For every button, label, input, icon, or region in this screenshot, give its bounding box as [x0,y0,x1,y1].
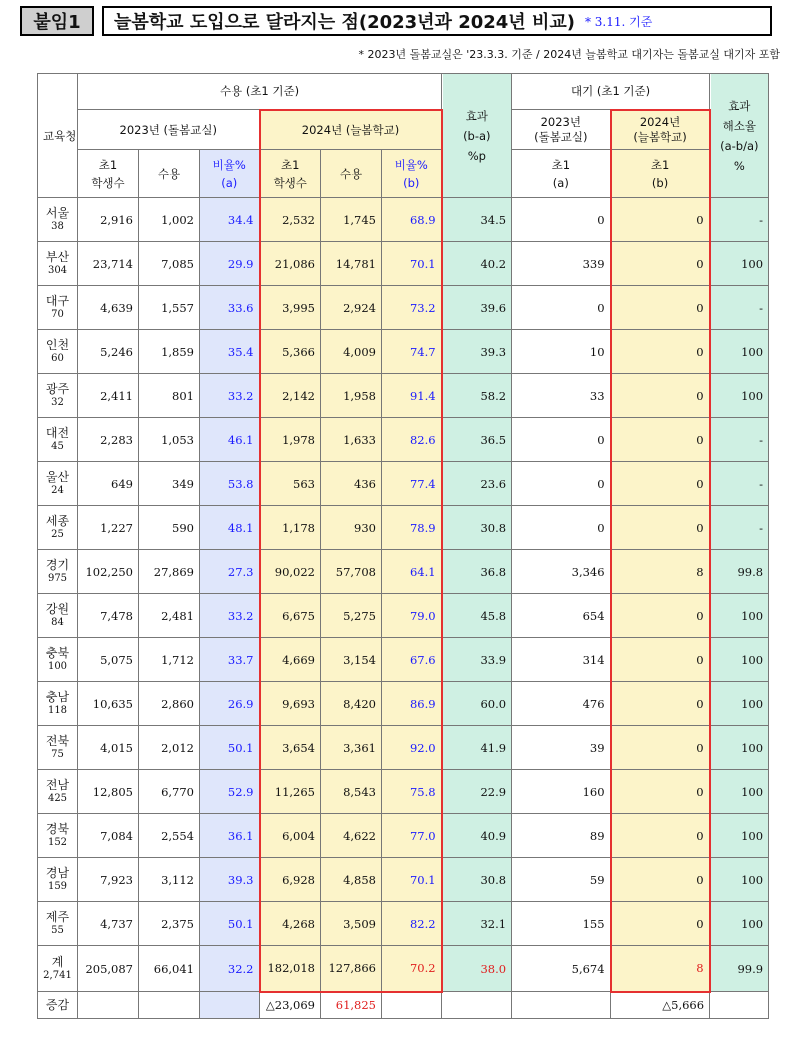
effect-pp: 34.5 [442,198,512,242]
effect-pp: 22.9 [442,770,512,814]
ratio-2024: 78.9 [382,506,442,550]
table-row [38,902,769,946]
students-2024: 9,693 [260,682,321,726]
region-cell [38,682,78,726]
wait-2024: 0 [611,770,710,814]
ratio-2023: 33.2 [200,374,260,418]
students-2024: 6,928 [260,858,321,902]
students-2023: 1,227 [78,506,139,550]
table-row [38,462,769,506]
wait-2024: 0 [611,418,710,462]
table-row [38,286,769,330]
students-2024: 563 [260,462,321,506]
students-2024: 1,978 [260,418,321,462]
students-2023-header: 초1 학생수 [78,150,139,198]
ratio-2023: 35.4 [200,330,260,374]
region-name: 충남 [45,689,70,704]
table-row [38,682,769,726]
resolve-rate: - [710,506,769,550]
region-cell [38,638,78,682]
wait-2024: 0 [611,682,710,726]
students-2024-header: 초1 학생수 [260,150,321,198]
effect-pp: 60.0 [442,682,512,726]
wait-2024: 0 [611,594,710,638]
ratio-2023: 26.9 [200,682,260,726]
resolve-rate: 100 [710,682,769,726]
region-name: 계 [51,954,64,969]
wait-2023: 10 [512,330,611,374]
wait-2024: 0 [611,286,710,330]
accepted-2023: 2,012 [139,726,200,770]
school-count: 45 [51,440,64,452]
ratio-2023: 29.9 [200,242,260,286]
wait-2023: 3,346 [512,550,611,594]
resolve-rate: - [710,198,769,242]
region-name: 경남 [45,865,70,880]
accepted-2024: 1,633 [321,418,382,462]
effect-header: 효과 (b-a) %p [442,74,512,198]
accepted-2024: 4,858 [321,858,382,902]
change-wait-2024: △5,666 [611,992,710,1019]
region-cell [38,770,78,814]
students-2023: 10,635 [78,682,139,726]
resolve-rate: - [710,286,769,330]
students-2023: 7,478 [78,594,139,638]
accepted-2023: 27,869 [139,550,200,594]
region-cell [38,726,78,770]
students-2024: 11,265 [260,770,321,814]
school-count: 975 [47,572,68,584]
y2024-header: 2024년 (늘봄학교) [260,110,442,150]
school-count: 60 [51,352,64,364]
wait-2024: 8 [611,550,710,594]
effect-pp: 40.9 [442,814,512,858]
ratio-2024: 82.6 [382,418,442,462]
ratio-2023: 50.1 [200,902,260,946]
students-2024: 21,086 [260,242,321,286]
region-name: 대전 [45,425,70,440]
students-2023: 2,411 [78,374,139,418]
accepted-2024: 930 [321,506,382,550]
region-cell [38,242,78,286]
effect-pp: 40.2 [442,242,512,286]
ratio-2023: 33.2 [200,594,260,638]
effect-pp: 41.9 [442,726,512,770]
region-cell [38,198,78,242]
region-name: 경북 [45,821,70,836]
wait-2023: 476 [512,682,611,726]
wait-2024: 0 [611,902,710,946]
region-cell [38,330,78,374]
students-2023: 12,805 [78,770,139,814]
change-row [38,992,769,1019]
table-row [38,814,769,858]
students-2023: 4,015 [78,726,139,770]
region-name: 충북 [45,645,70,660]
students-2024: 3,654 [260,726,321,770]
ratio-2024: 77.0 [382,814,442,858]
school-count: 38 [51,220,64,232]
accepted-2023: 1,557 [139,286,200,330]
wait-header: 대기 (초1 기준) [512,74,710,110]
accepted-2024-header: 수용 [321,150,382,198]
ratio-2024: 64.1 [382,550,442,594]
table-row [38,506,769,550]
wait-2024: 0 [611,374,710,418]
accepted-2023: 7,085 [139,242,200,286]
accepted-2023: 2,554 [139,814,200,858]
students-2024: 90,022 [260,550,321,594]
accepted-2023: 1,859 [139,330,200,374]
ratio-2023: 53.8 [200,462,260,506]
school-count: 24 [51,484,64,496]
wait-2023: 0 [512,198,611,242]
region-cell [38,594,78,638]
table-body [38,198,769,1019]
wait-2024: 0 [611,330,710,374]
ratio-2023: 39.3 [200,858,260,902]
effect-pp: 58.2 [442,374,512,418]
accepted-2024: 4,622 [321,814,382,858]
table-row [38,858,769,902]
students-2023: 7,923 [78,858,139,902]
accepted-2023: 66,041 [139,946,200,992]
resolve-rate: 99.9 [710,946,769,992]
attachment-badge: 붙임1 [20,6,94,36]
wait-2023: 0 [512,286,611,330]
wait-2023: 654 [512,594,611,638]
resolve-rate: 100 [710,726,769,770]
school-count: 70 [51,308,64,320]
accepted-2024: 1,745 [321,198,382,242]
effect-pp: 39.3 [442,330,512,374]
students-2023: 2,916 [78,198,139,242]
wait-2023: 59 [512,858,611,902]
region-cell [38,374,78,418]
school-count: 75 [51,748,64,760]
ratio-2024: 73.2 [382,286,442,330]
resolve-header: 효과 해소율 (a-b/a) % [710,74,769,198]
ratio-2024: 92.0 [382,726,442,770]
table-row [38,242,769,286]
ratio-2024: 67.6 [382,638,442,682]
region-name: 전남 [45,777,70,792]
region-cell [38,550,78,594]
wait-2023: 314 [512,638,611,682]
students-2023: 649 [78,462,139,506]
wait-2023: 160 [512,770,611,814]
accepted-2023: 1,053 [139,418,200,462]
accepted-2023: 590 [139,506,200,550]
wait-2023-header: 2023년 (돌봄교실) [512,110,611,150]
office-header: 교육청 [38,74,78,198]
footnote: * 2023년 돌봄교실은 '23.3.3. 기준 / 2024년 늘봄학교 대기자는 돌봄교실 대기자 포함 [358,48,780,61]
accepted-2023: 1,712 [139,638,200,682]
effect-pp: 45.8 [442,594,512,638]
resolve-rate: 100 [710,330,769,374]
region-name: 부산 [45,249,70,264]
ratio-2024: 68.9 [382,198,442,242]
wait-2023: 33 [512,374,611,418]
accepted-2024: 3,154 [321,638,382,682]
school-count: 25 [51,528,64,540]
ratio-2023: 46.1 [200,418,260,462]
accepted-2023: 349 [139,462,200,506]
region-cell [38,858,78,902]
resolve-rate: 100 [710,594,769,638]
page-title: 늘봄학교 도입으로 달라지는 점(2023년과 2024년 비교) [114,12,575,33]
students-2024: 2,142 [260,374,321,418]
resolve-rate: 100 [710,858,769,902]
students-2023: 4,737 [78,902,139,946]
students-2024: 3,995 [260,286,321,330]
accepted-2024: 8,543 [321,770,382,814]
accepted-2024: 3,509 [321,902,382,946]
table-row [38,330,769,374]
region-name: 대구 [45,293,70,308]
table-row [38,946,769,992]
accepted-2024: 436 [321,462,382,506]
students-2024: 1,178 [260,506,321,550]
effect-pp: 36.5 [442,418,512,462]
table-row [38,594,769,638]
wait-2023: 39 [512,726,611,770]
region-name: 강원 [45,601,70,616]
accepted-2023: 6,770 [139,770,200,814]
effect-pp: 39.6 [442,286,512,330]
school-count: 32 [51,396,64,408]
students-2023: 205,087 [78,946,139,992]
ratio-2024: 79.0 [382,594,442,638]
students-2023: 23,714 [78,242,139,286]
wait-2024: 0 [611,638,710,682]
effect-pp: 23.6 [442,462,512,506]
region-name: 인천 [45,337,70,352]
students-2023: 4,639 [78,286,139,330]
effect-pp: 38.0 [442,946,512,992]
students-2024: 2,532 [260,198,321,242]
accepted-2023: 3,112 [139,858,200,902]
students-2024: 6,675 [260,594,321,638]
ratio-2024: 74.7 [382,330,442,374]
region-name: 제주 [45,909,70,924]
ratio-2023: 48.1 [200,506,260,550]
table-row [38,418,769,462]
region-name: 서울 [45,205,70,220]
ratio-2024: 70.1 [382,242,442,286]
students-2023: 2,283 [78,418,139,462]
region-name: 전북 [45,733,70,748]
table-row [38,726,769,770]
region-name: 광주 [45,381,70,396]
change-label: 증감 [38,992,78,1019]
effect-pp: 36.8 [442,550,512,594]
wait-2024: 0 [611,858,710,902]
table-row [38,638,769,682]
accepted-2024: 4,009 [321,330,382,374]
wait-2023: 5,674 [512,946,611,992]
resolve-rate: - [710,462,769,506]
title-row [20,6,780,38]
wait-2023: 155 [512,902,611,946]
wait-2024: 8 [611,946,710,992]
effect-pp: 30.8 [442,858,512,902]
ratio-2024: 86.9 [382,682,442,726]
ratio-2023-header: 비율% (a) [200,150,260,198]
resolve-rate: - [710,418,769,462]
students-2023: 7,084 [78,814,139,858]
comparison-table [37,73,769,1019]
school-count: 152 [47,836,68,848]
students-2024: 5,366 [260,330,321,374]
ratio-2024: 75.8 [382,770,442,814]
resolve-rate: 100 [710,814,769,858]
ratio-2023: 50.1 [200,726,260,770]
change-students-2024: △23,069 [260,992,321,1019]
students-2023: 5,075 [78,638,139,682]
resolve-rate: 99.8 [710,550,769,594]
as-of-date: * 3.11. 기준 [584,14,653,29]
ratio-2023: 33.6 [200,286,260,330]
school-count: 100 [47,660,68,672]
wait-2024-sub-header: 초1 (b) [611,150,710,198]
title-box [102,6,772,36]
region-cell [38,462,78,506]
region-name: 울산 [45,469,70,484]
change-accepted-2024: 61,825 [321,992,382,1019]
accepted-2024: 127,866 [321,946,382,992]
region-cell [38,814,78,858]
table-row [38,198,769,242]
school-count: 55 [51,924,64,936]
accepted-2024: 1,958 [321,374,382,418]
accepted-2024: 5,275 [321,594,382,638]
region-cell [38,286,78,330]
ratio-2024: 70.1 [382,858,442,902]
wait-2023-sub-header: 초1 (a) [512,150,611,198]
accepted-2023-header: 수용 [139,150,200,198]
students-2024: 6,004 [260,814,321,858]
students-2024: 4,268 [260,902,321,946]
region-name: 세종 [45,513,70,528]
wait-2024: 0 [611,198,710,242]
effect-pp: 30.8 [442,506,512,550]
accepted-2024: 14,781 [321,242,382,286]
school-count: 118 [47,704,68,716]
wait-2023: 0 [512,462,611,506]
table-row [38,550,769,594]
ratio-2023: 27.3 [200,550,260,594]
wait-2024: 0 [611,462,710,506]
students-2024: 182,018 [260,946,321,992]
accepted-2023: 2,481 [139,594,200,638]
school-count: 159 [47,880,68,892]
resolve-rate: 100 [710,770,769,814]
wait-2023: 0 [512,506,611,550]
wait-2024: 0 [611,242,710,286]
resolve-rate: 100 [710,638,769,682]
accepted-2024: 57,708 [321,550,382,594]
wait-2024: 0 [611,726,710,770]
wait-2024: 0 [611,506,710,550]
resolve-rate: 100 [710,242,769,286]
ratio-2024: 82.2 [382,902,442,946]
accepted-2023: 801 [139,374,200,418]
table-row [38,770,769,814]
school-count: 84 [51,616,64,628]
effect-pp: 33.9 [442,638,512,682]
resolve-rate: 100 [710,374,769,418]
region-name: 경기 [45,557,70,572]
accepted-2024: 8,420 [321,682,382,726]
school-count: 2,741 [43,969,72,981]
accepted-2024: 2,924 [321,286,382,330]
ratio-2023: 36.1 [200,814,260,858]
ratio-2024: 77.4 [382,462,442,506]
students-2023: 5,246 [78,330,139,374]
wait-2024: 0 [611,814,710,858]
accepted-2024: 3,361 [321,726,382,770]
ratio-2024: 91.4 [382,374,442,418]
school-count: 304 [47,264,68,276]
region-cell [38,946,78,992]
accepted-2023: 2,375 [139,902,200,946]
ratio-2023: 33.7 [200,638,260,682]
region-cell [38,418,78,462]
ratio-2024-header: 비율% (b) [382,150,442,198]
wait-2023: 0 [512,418,611,462]
effect-pp: 32.1 [442,902,512,946]
y2023-header: 2023년 (돌봄교실) [78,110,260,150]
school-count: 425 [47,792,68,804]
students-2023: 102,250 [78,550,139,594]
table-row [38,374,769,418]
region-cell [38,506,78,550]
accept-header: 수용 (초1 기준) [78,74,442,110]
region-cell [38,902,78,946]
wait-2023: 89 [512,814,611,858]
ratio-2023: 52.9 [200,770,260,814]
ratio-2023: 34.4 [200,198,260,242]
resolve-rate: 100 [710,902,769,946]
students-2024: 4,669 [260,638,321,682]
accepted-2023: 1,002 [139,198,200,242]
ratio-2023: 32.2 [200,946,260,992]
ratio-2024: 70.2 [382,946,442,992]
accepted-2023: 2,860 [139,682,200,726]
wait-2023: 339 [512,242,611,286]
wait-2024-header: 2024년 (늘봄학교) [611,110,710,150]
